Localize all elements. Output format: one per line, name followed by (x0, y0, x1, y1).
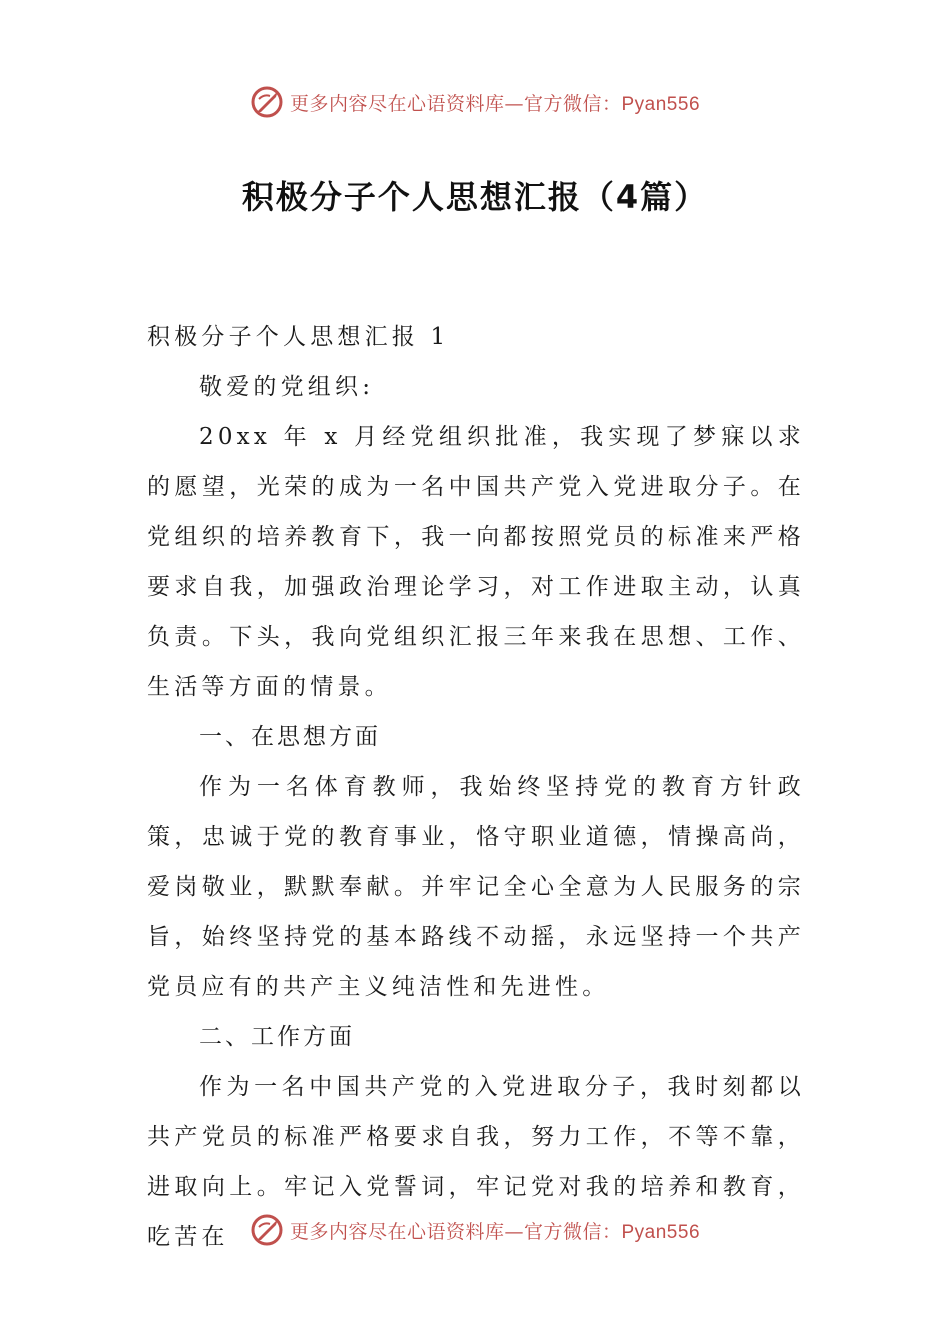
watermark-label: 更多内容尽在心语资料库—官方微信： (289, 92, 622, 115)
subheading-work: 二、工作方面 (199, 1024, 355, 1050)
pen-logo-icon (250, 1213, 284, 1247)
watermark-label: 更多内容尽在心语资料库—官方微信： (289, 1220, 622, 1243)
document-body (147, 312, 805, 1262)
pen-logo-icon (250, 85, 284, 119)
paragraph-work: 作为一名中国共产党的入党进取分子，我时刻都以共产党员的标准严格要求自我，努力工作，不等不靠，进取向上。牢记入党誓词，牢记党对我的培养和教育，吃苦在 (147, 1074, 805, 1250)
subheading-thought: 一、在思想方面 (199, 724, 381, 750)
footer-watermark (0, 1210, 950, 1250)
section-heading: 积极分子个人思想汇报 1 (147, 324, 450, 350)
watermark-text (290, 89, 700, 116)
paragraph-thought: 作为一名体育教师，我始终坚持党的教育方针政策，忠诚于党的教育事业，恪守职业道德，情操高尚，爱岗敬业，默默奉献。并牢记全心全意为人民服务的宗旨，始终坚持党的基本路线不动摇，永远坚持一个共产党员应有的共产主义纯洁性和先进性。 (147, 774, 805, 1000)
document-title: 积极分子个人思想汇报（4篇） (241, 178, 709, 216)
watermark-wechat-id: Pyan556 (621, 93, 701, 115)
watermark-text (290, 1217, 700, 1244)
paragraph-intro: 20xx 年 x 月经党组织批准，我实现了梦寐以求的愿望，光荣的成为一名中国共产党入党进取分子。在党组织的培养教育下，我一向都按照党员的标准来严格要求自我，加强政治理论学习，对工作进取主动，认真负责。下头，我向党组织汇报三年来我在思想、工作、生活等方面的情景。 (147, 424, 805, 700)
watermark-wechat-id: Pyan556 (621, 1221, 701, 1243)
salutation: 敬爱的党组织: (199, 374, 375, 400)
header-watermark (0, 82, 950, 122)
